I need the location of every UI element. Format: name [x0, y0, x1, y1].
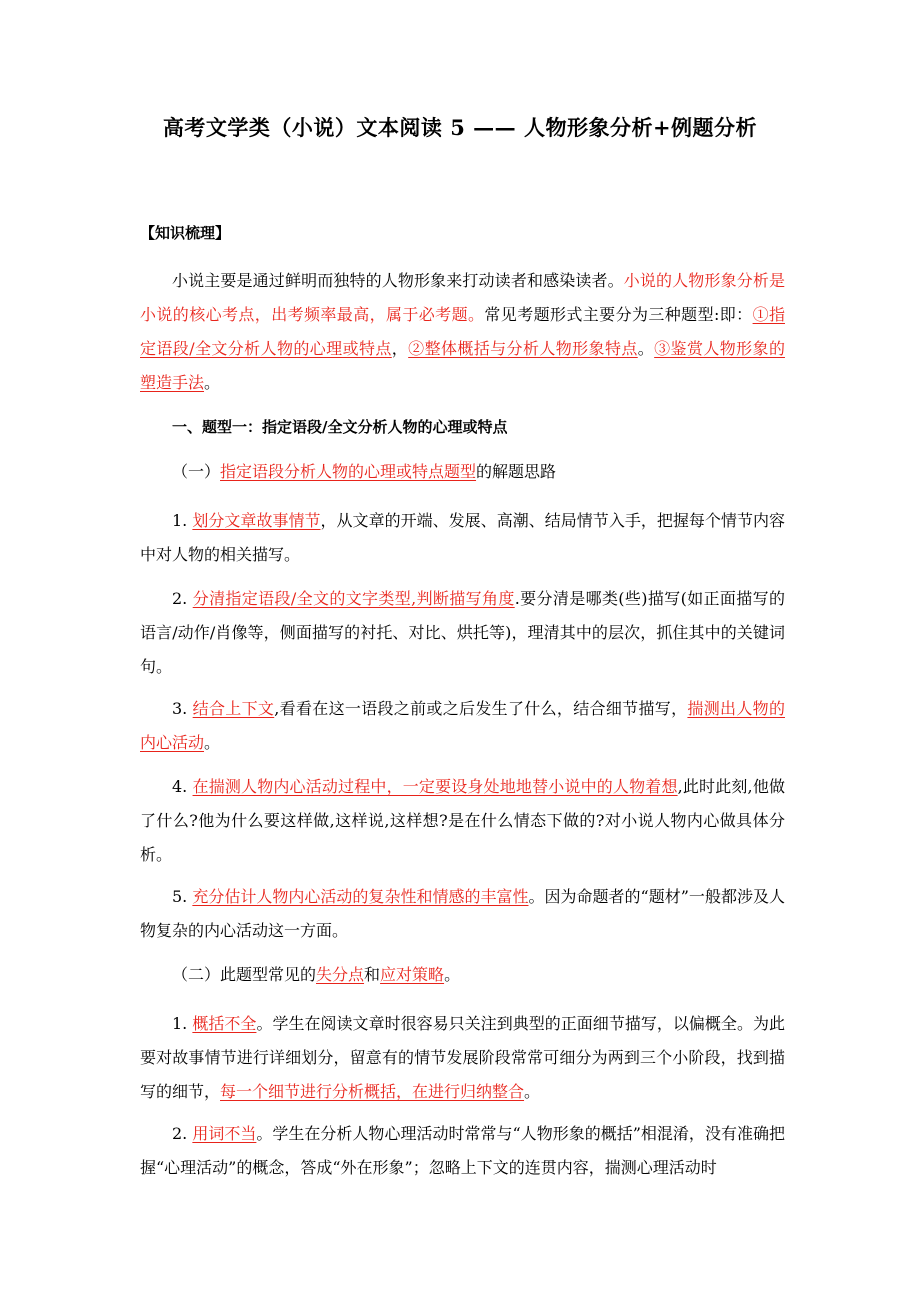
- intro-text: 小说主要是通过鲜明而独特的人物形象来打动读者和感染读者。: [172, 271, 624, 290]
- error-1: [140, 1007, 785, 1109]
- error-text: 。学生在分析人物心理活动时常常与“人物形象的概括”相混淆，没有准确把握“心理活动”的概念，答成“外在形象”；忽略上下文的连贯内容，揣测心理活动时: [140, 1124, 785, 1177]
- error-key: 用词不当: [192, 1124, 257, 1143]
- subsection-2-prefix: （二）此题型常见的: [172, 965, 317, 984]
- subsection-1-suffix: 的解题思路: [476, 462, 557, 481]
- subsection-2-mid: 和: [364, 965, 381, 984]
- error-key-2: 每一个细节进行分析概括，在进行归纳整合: [220, 1082, 525, 1101]
- step-number: 5.: [172, 887, 193, 906]
- error-end: 。: [524, 1082, 541, 1101]
- step-1: [140, 504, 785, 572]
- step-2: [140, 582, 785, 684]
- step-text: ,看看在这一语段之前或之后发生了什么，结合细节描写，: [274, 699, 688, 718]
- subsection-1: [172, 455, 556, 489]
- intro-end: 。: [204, 373, 221, 392]
- step-end: 。: [204, 733, 221, 752]
- subsection-1-prefix: （一）: [172, 462, 221, 481]
- error-key: 概括不全: [192, 1014, 257, 1033]
- step-number: 4.: [172, 777, 193, 796]
- intro-sep: ，: [391, 339, 409, 358]
- intro-paragraph: [140, 264, 785, 400]
- knowledge-heading: 【知识梳理】: [140, 224, 231, 242]
- step-key: 划分文章故事情节: [192, 511, 321, 530]
- subsection-2-key-2: 应对策略: [380, 965, 445, 984]
- step-text: 。因为命题者的“题材”一般都涉及人物复杂的内心活动这一方面。: [140, 887, 785, 940]
- error-number: 2.: [172, 1124, 193, 1143]
- error-2: [140, 1117, 785, 1185]
- step-4: [140, 770, 785, 872]
- intro-sep-2: 。: [637, 339, 655, 358]
- subsection-2-key-1: 失分点: [316, 965, 365, 984]
- error-text: 。学生在阅读文章时很容易只关注到典型的正面细节描写，以偏概全。为此要对故事情节进行详细划分，留意有的情节发展阶段常常可细分为两到三个小阶段，找到描写的细节，: [140, 1014, 785, 1101]
- error-number: 1.: [172, 1014, 193, 1033]
- step-key-2: 揣测出人物的内心活动: [140, 699, 785, 752]
- step-key: 充分估计人物内心活动的复杂性和情感的丰富性: [192, 887, 529, 906]
- step-key: 在揣测人物内心活动过程中，一定要设身处地地替小说中的人物着想: [192, 777, 678, 796]
- subsection-1-key: 指定语段分析人物的心理或特点题型: [220, 462, 477, 481]
- step-text: .要分清是哪类(些)描写(如正面描写的语言/动作/肖像等，侧面描写的衬托、对比、烘托等)，理清其中的层次，抓住其中的关键词句。: [140, 589, 785, 676]
- step-text: ,此时此刻,他做了什么?他为什么要这样做,这样说,这样想?是在什么情态下做的?对小说人物内心做具体分析。: [140, 777, 785, 864]
- question-type-1: ①指定语段/全文分析人物的心理或特点: [140, 305, 785, 358]
- intro-text-2: 常见考题形式主要分为三种题型:即：: [484, 305, 753, 324]
- section-1-heading: 一、题型一：指定语段/全文分析人物的心理或特点: [172, 418, 508, 436]
- question-type-2: ②整体概括与分析人物形象特点: [408, 339, 638, 358]
- step-text: ，从文章的开端、发展、高潮、结局情节入手，把握每个情节内容中对人物的相关描写。: [140, 511, 785, 564]
- question-type-3: ③鉴赏人物形象的塑造手法: [140, 339, 785, 392]
- intro-key-point: 小说的人物形象分析是小说的核心考点，出考频率最高，属于必考题。: [140, 271, 785, 324]
- document-title: 高考文学类（小说）文本阅读 5 —— 人物形象分析+例题分析: [162, 115, 758, 140]
- step-3: [140, 692, 785, 760]
- step-key: 结合上下文: [192, 699, 275, 718]
- subsection-2: [172, 958, 460, 992]
- step-number: 1.: [172, 511, 193, 530]
- step-key: 分清指定语段/全文的文字类型,判断描写角度: [192, 589, 515, 608]
- step-number: 2.: [172, 589, 193, 608]
- subsection-2-suffix: 。: [444, 965, 461, 984]
- step-5: [140, 880, 785, 948]
- step-number: 3.: [172, 699, 193, 718]
